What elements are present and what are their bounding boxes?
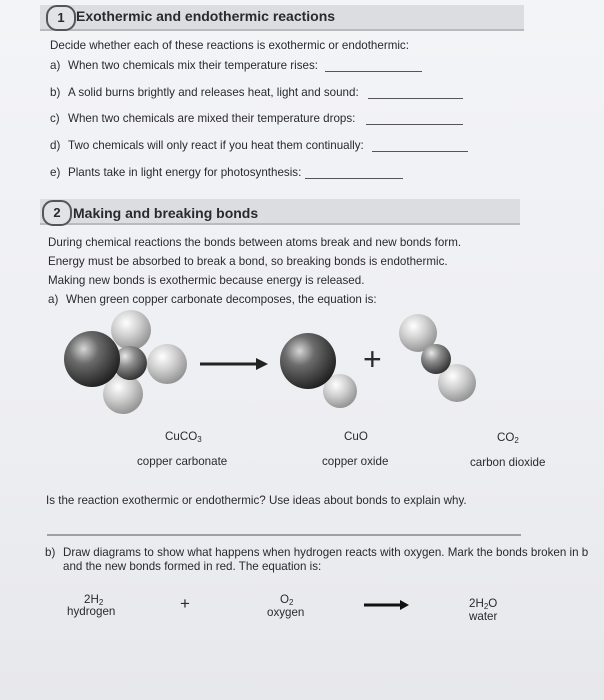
reaction-arrow [200,358,268,370]
q1c-label: c) [50,112,60,125]
eq-o2-base: O [280,593,290,606]
copper-oxide-molecule [280,333,357,408]
formula-cuo [344,430,368,443]
name-copper-oxide: copper oxide [322,455,389,468]
q1e-text: Plants take in light energy for photosynthesis: [68,166,302,179]
section2-para-line3: Making new bonds is exothermic because energy is released. [48,274,365,287]
eq-h2o-formula [469,597,497,611]
eq-h2o-sub: 2 [483,602,489,611]
q1c-text: When two chemicals are mixed their temperature drops: [68,112,356,125]
q1d-label: d) [50,139,61,152]
section2-title: Making and breaking bonds [73,205,259,221]
carbon-dioxide-molecule [399,314,476,402]
q2a-question: Is the reaction exothermic or endothermic? Use ideas about bonds to explain why. [46,494,467,507]
formula-cuco3-sub: 3 [197,435,202,444]
section1-number: 1 [46,5,76,31]
eq-o2-name: oxygen [267,606,305,619]
q1a-label: a) [50,59,61,72]
eq-h2o-pre: 2H [469,597,484,610]
eq-o2-formula [280,593,293,607]
formula-co2 [497,431,519,445]
section2-number: 2 [42,200,72,226]
q2a-text: When green copper carbonate decomposes, the equation is: [66,293,377,306]
name-copper-carbonate: copper carbonate [137,455,228,468]
q1b-label: b) [50,86,61,99]
formula-cuo-base: CuO [344,430,368,443]
q2b-line1: Draw diagrams to show what happens when hydrogen reacts with oxygen. Mark the bonds broken in b [63,546,589,559]
q1a-text: When two chemicals mix their temperature rises: [68,59,318,72]
section2-para-line2: Energy must be absorbed to break a bond, so breaking bonds is endothermic. [48,255,448,268]
q1b-text: A solid burns brightly and releases heat, light and sound: [68,86,359,99]
eq-h2-base: 2H [84,593,99,606]
formula-cuco3 [165,430,202,444]
formula-cuco3-base: CuCO [165,430,198,443]
eq-h2o-post: O [488,597,498,610]
eq-plus: + [180,594,190,613]
equation-arrow [364,600,409,610]
diagram-plus-sign: + [363,341,382,377]
section1-instruction: Decide whether each of these reactions is exothermic or endothermic: [50,39,409,52]
q1e-label: e) [50,166,61,179]
section1-title: Exothermic and endothermic reactions [76,8,336,24]
eq-h2-sub: 2 [98,598,104,607]
formula-co2-base: CO [497,431,515,444]
q2b-label: b) [45,546,56,559]
eq-o2-sub: 2 [289,598,294,607]
section2-para-line1: During chemical reactions the bonds between atoms break and new bonds form. [48,236,462,249]
q1d-text: Two chemicals will only react if you heat them continually: [68,139,364,152]
q2a-label: a) [48,293,59,306]
name-carbon-dioxide: carbon dioxide [470,456,546,469]
copper-carbonate-molecule [64,310,187,414]
eq-h2-name: hydrogen [67,605,116,618]
formula-co2-sub: 2 [514,436,519,445]
eq-h2o-name: water [469,610,498,623]
q2b-line2: and the new bonds formed in red. The equation is: [63,560,322,573]
